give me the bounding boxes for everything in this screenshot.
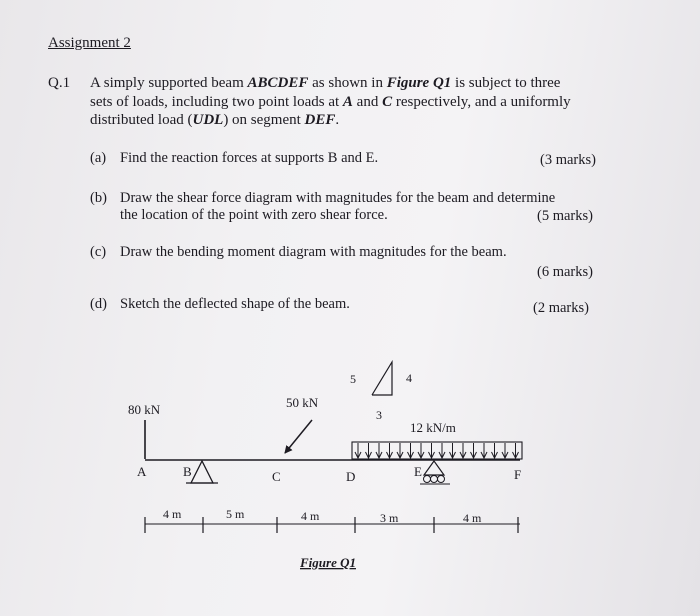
part-d-label: (d): [90, 296, 107, 312]
udl-arrowhead: [439, 452, 445, 458]
pin-support-b: [191, 461, 213, 483]
udl-arrows: [355, 443, 519, 458]
point-label-a: A: [137, 464, 147, 479]
udl-arrowhead: [502, 452, 508, 458]
figure-caption: Figure Q1: [300, 555, 356, 570]
dim-label-de: 3 m: [380, 511, 399, 525]
part-c-label: (c): [90, 244, 107, 260]
assignment-heading: Assignment 2: [48, 35, 131, 51]
udl-arrowhead: [481, 452, 487, 458]
udl-label: 12 kN/m: [410, 420, 456, 435]
load-a-label: 80 kN: [128, 402, 161, 417]
slope-triangle: [372, 362, 392, 395]
dim-label-ab: 4 m: [163, 507, 182, 521]
question-line-3: distributed load (UDL) on segment DEF.: [90, 112, 340, 128]
point-label-f: F: [514, 467, 522, 482]
udl-arrowhead: [376, 452, 382, 458]
roller-support-e: [424, 461, 444, 475]
udl-arrowhead: [450, 452, 456, 458]
dim-label-bc: 5 m: [226, 507, 245, 521]
slope-run-label: 3: [376, 408, 382, 422]
slope-hyp-label: 5: [350, 372, 356, 386]
load-c-label: 50 kN: [286, 395, 319, 410]
roller-wheel: [438, 476, 445, 483]
udl-box: [352, 442, 522, 459]
udl-arrowhead: [418, 452, 424, 458]
part-b-text: Draw the shear force diagram with magnitudes for the beam and determine: [120, 190, 556, 206]
question-number: Q.1: [48, 75, 71, 91]
part-a-marks: (3 marks): [540, 152, 596, 168]
part-b-marks: (5 marks): [537, 208, 593, 224]
point-label-c: C: [272, 469, 281, 484]
slope-rise-label: 4: [406, 371, 412, 385]
part-b-text-2: the location of the point with zero shear force.: [120, 207, 388, 223]
point-label-e: E: [414, 464, 422, 479]
point-label-d: D: [346, 469, 356, 484]
udl-arrowhead: [408, 452, 414, 458]
question-line-1: A simply supported beam ABCDEF as shown in Figure Q1 is subject to three: [90, 75, 561, 91]
roller-wheel: [424, 476, 431, 483]
part-c-marks: (6 marks): [537, 264, 593, 280]
point-label-b: B: [183, 464, 192, 479]
part-c-text: Draw the bending moment diagram with magnitudes for the beam.: [120, 244, 507, 260]
udl-arrowhead: [513, 452, 519, 458]
load-arrow-c: [285, 420, 312, 453]
udl-arrowhead: [460, 452, 466, 458]
udl-arrowhead: [492, 452, 498, 458]
udl-arrowhead: [429, 452, 435, 458]
roller-wheel: [431, 476, 438, 483]
udl-arrowhead: [397, 452, 403, 458]
dim-label-ef: 4 m: [463, 511, 482, 525]
dim-label-cd: 4 m: [301, 509, 320, 523]
part-a-text: Find the reaction forces at supports B and E.: [120, 150, 379, 166]
udl-arrowhead: [366, 452, 372, 458]
part-d-text: Sketch the deflected shape of the beam.: [120, 296, 350, 312]
udl-arrowhead: [387, 452, 393, 458]
part-d-marks: (2 marks): [533, 300, 589, 316]
part-a-label: (a): [90, 150, 107, 166]
udl-arrowhead: [355, 452, 361, 458]
part-b-label: (b): [90, 190, 107, 206]
question-line-2: sets of loads, including two point loads at A and C respectively, and a uniformly: [90, 94, 571, 110]
dimension-ticks: [145, 517, 518, 533]
udl-arrowhead: [471, 452, 477, 458]
